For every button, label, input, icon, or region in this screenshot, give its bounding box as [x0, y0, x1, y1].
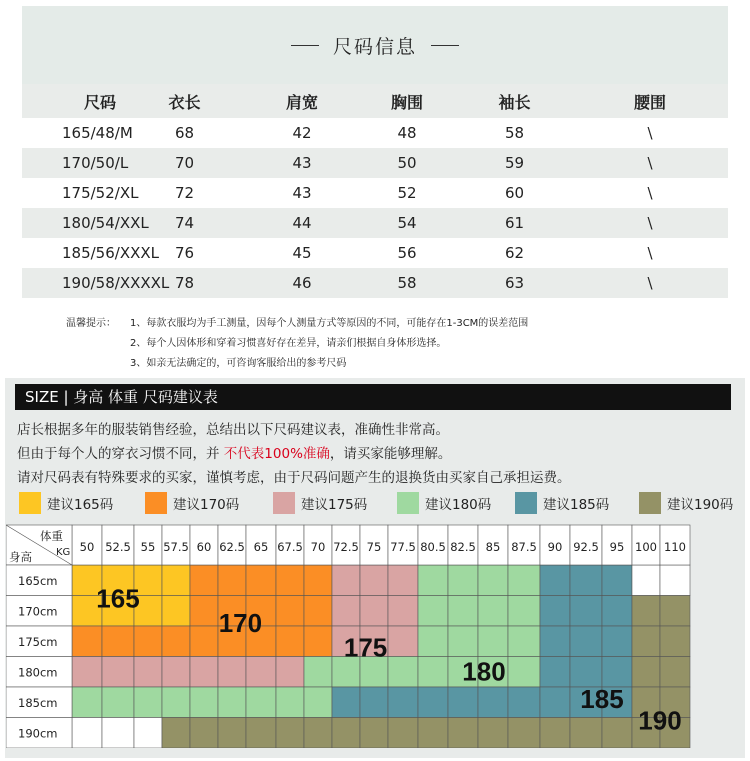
grid-cell: [570, 718, 602, 749]
size-info-header-row: [22, 84, 728, 118]
grid-cell: [602, 596, 632, 627]
grid-cell: [276, 687, 304, 718]
grid-cell: [388, 687, 418, 718]
grid-cell: [332, 596, 360, 627]
notes: [66, 314, 528, 374]
grid-cell: [102, 718, 134, 749]
legend-label-180: 建议180码: [425, 497, 492, 513]
grid-cell: [508, 657, 540, 688]
grid-cell: [632, 626, 660, 657]
cell-shoulder: 43: [292, 184, 312, 202]
grid-cell: [478, 718, 508, 749]
size-region-label: 175: [343, 632, 388, 663]
grid-cell: [162, 626, 190, 657]
grid-cell: [508, 718, 540, 749]
grid-cell: [448, 565, 478, 596]
grid-cell: [448, 718, 478, 749]
cell-waist: \: [647, 184, 653, 202]
grid-cell: [218, 687, 246, 718]
grid-cell: [508, 687, 540, 718]
cell-sleeve: 59: [504, 154, 525, 172]
grid-cell: [332, 718, 360, 749]
size-region-label: 165: [96, 583, 140, 614]
notes-prefix: 温馨提示：: [66, 318, 116, 329]
grid-cell: [570, 657, 602, 688]
grid-cell: [570, 596, 602, 627]
table-row: [22, 118, 728, 148]
note-line: 1、每款衣服均为手工测量，因每个人测量方式等原因的不同，可能存在1-3CM的误差范围: [130, 318, 529, 329]
cell-sleeve: 58: [504, 124, 525, 142]
grid-cell: [162, 687, 190, 718]
grid-cell: [602, 626, 632, 657]
grid-cell: [360, 596, 388, 627]
grid-cell: [190, 596, 218, 627]
grid-cell: [218, 657, 246, 688]
grid-cell: [540, 626, 570, 657]
grid-cell: [102, 626, 134, 657]
legend-label-170: 建议170码: [173, 497, 240, 513]
legend-item-165: [19, 492, 113, 514]
column-header-chest: 胸围: [390, 92, 423, 112]
cell-length: 72: [174, 184, 195, 202]
grid-cell: [660, 626, 690, 657]
grid-cell: [418, 687, 448, 718]
grid-cell: [602, 565, 632, 596]
table-row: [22, 268, 728, 298]
grid-cell: [304, 596, 332, 627]
grid-cell: [304, 626, 332, 657]
cell-chest: 48: [397, 124, 417, 142]
grid-cell: [72, 626, 102, 657]
weight-tick-label: 67.5: [277, 540, 303, 554]
grid-cell: [72, 687, 102, 718]
height-tick-label: 165cm: [18, 574, 58, 588]
grid-cell: [276, 626, 304, 657]
height-tick-label: 185cm: [18, 696, 58, 710]
title-divider-right: [431, 45, 459, 46]
grid-cell: [388, 626, 418, 657]
column-header-length: 衣长: [168, 92, 201, 112]
grid-cell: [162, 565, 190, 596]
cell-waist: \: [647, 274, 653, 292]
cell-size: 165/48/M: [62, 124, 133, 142]
size-region-label: 170: [218, 607, 263, 638]
weight-tick-label: 60: [196, 540, 212, 554]
recommendation-title-bar: SIZE | 身高 体重 尺码建议表: [15, 384, 731, 410]
corner-weight-label: 体重: [40, 529, 63, 543]
legend-item-175: [273, 492, 367, 514]
cell-chest: 50: [397, 154, 417, 172]
cell-chest: 52: [397, 184, 417, 202]
grid-cell: [570, 565, 602, 596]
table-row: [22, 238, 728, 268]
cell-sleeve: 62: [504, 244, 525, 262]
grid-cell: [246, 657, 276, 688]
cell-sleeve: 60: [504, 184, 525, 202]
grid-cell: [540, 718, 570, 749]
grid-cell: [246, 565, 276, 596]
grid-cell: [162, 596, 190, 627]
grid-cell: [602, 718, 632, 749]
cell-waist: \: [647, 124, 653, 142]
grid-cell: [418, 718, 448, 749]
weight-tick-label: 62.5: [219, 540, 245, 554]
grid-cell: [418, 626, 448, 657]
grid-cell: [388, 657, 418, 688]
recommendation-line-3: 请对尺码表有特殊要求的买家，谨慎考虑，由于尺码问题产生的退换货由买家自己承担运费。: [17, 470, 571, 486]
weight-tick-label: 90: [547, 540, 563, 554]
grid-cell: [632, 596, 660, 627]
column-header-waist: 腰围: [633, 92, 666, 112]
weight-tick-label: 55: [140, 540, 156, 554]
grid-cell: [72, 657, 102, 688]
legend-swatch-185: [515, 492, 537, 514]
recommendation-line-2-start: 但由于每个人的穿衣习惯不同，并: [17, 446, 224, 462]
grid-cell: [388, 718, 418, 749]
cell-length: 78: [174, 274, 195, 292]
recommendation-line-1: 店长根据多年的服装销售经验，总结出以下尺码建议表，准确性非常高。: [17, 422, 449, 438]
corner-height-label: 身高: [9, 550, 32, 564]
grid-cell: [134, 687, 162, 718]
grid-cell: [632, 657, 660, 688]
cell-length: 70: [174, 154, 195, 172]
corner-weight-unit: KG: [56, 547, 71, 558]
size-info-header: [22, 6, 728, 84]
grid-cell: [190, 687, 218, 718]
size-region-label: 180: [462, 656, 506, 687]
cell-waist: \: [647, 214, 653, 232]
grid-cell: [478, 565, 508, 596]
cell-size: 190/58/XXXXL: [62, 274, 170, 292]
grid-cell: [72, 718, 102, 749]
weight-tick-label: 50: [79, 540, 95, 554]
grid-cell: [478, 687, 508, 718]
grid-cell: [388, 565, 418, 596]
grid-cell: [134, 718, 162, 749]
weight-tick-label: 110: [664, 540, 686, 554]
grid-cell: [304, 718, 332, 749]
recommendation-line-2-end: ，请买家能够理解。: [329, 446, 452, 462]
cell-chest: 54: [397, 214, 417, 232]
size-info-body: [22, 118, 728, 298]
grid-cell: [304, 565, 332, 596]
grid-cell: [478, 626, 508, 657]
cell-chest: 58: [397, 274, 417, 292]
grid-cell: [540, 657, 570, 688]
grid-cell: [418, 596, 448, 627]
grid-cell: [360, 718, 388, 749]
cell-shoulder: 44: [292, 214, 312, 232]
grid-cell: [276, 657, 304, 688]
grid-cell: [190, 657, 218, 688]
grid-cell: [162, 718, 190, 749]
grid-cell: [276, 596, 304, 627]
legend-item-180: [397, 492, 491, 514]
grid-cell: [660, 596, 690, 627]
column-header-sleeve: 袖长: [498, 92, 531, 112]
weight-tick-label: 72.5: [333, 540, 359, 554]
cell-length: 76: [174, 244, 195, 262]
height-tick-label: 175cm: [18, 635, 58, 649]
grid-cell: [508, 596, 540, 627]
cell-shoulder: 45: [292, 244, 312, 262]
grid-cell: [190, 565, 218, 596]
weight-tick-label: 77.5: [390, 540, 416, 554]
weight-tick-label: 57.5: [163, 540, 189, 554]
grid-cell: [602, 657, 632, 688]
note-line: 2、每个人因体形和穿着习惯喜好存在差异，请亲们根据自身体形选择。: [130, 338, 447, 349]
table-row: [22, 208, 728, 238]
size-info-table: [22, 6, 728, 298]
grid-cell: [540, 596, 570, 627]
legend-swatch-190: [639, 492, 661, 514]
weight-tick-label: 92.5: [573, 540, 599, 554]
grid-cell: [478, 596, 508, 627]
grid-cell: [508, 565, 540, 596]
size-region-label: 190: [638, 705, 682, 736]
cell-size: 185/56/XXXL: [62, 244, 160, 262]
cell-length: 74: [174, 214, 195, 232]
height-tick-label: 170cm: [18, 604, 58, 619]
legend-label-185: 建议185码: [543, 497, 610, 513]
table-row: [22, 178, 728, 208]
grid-cell: [134, 657, 162, 688]
grid-cell: [218, 718, 246, 749]
title-divider-left: [291, 45, 319, 46]
grid-cell: [332, 565, 360, 596]
legend-swatch-175: [273, 492, 295, 514]
legend-swatch-170: [145, 492, 167, 514]
legend-item-170: [145, 492, 239, 514]
grid-cell: [360, 565, 388, 596]
grid-cell: [540, 687, 570, 718]
grid-cell: [190, 626, 218, 657]
height-weight-size-chart: [6, 523, 741, 748]
grid-cell: [276, 565, 304, 596]
grid-cell: [632, 565, 660, 596]
legend-item-190: [639, 492, 733, 514]
grid-cell: [448, 687, 478, 718]
column-header-shoulder: 肩宽: [285, 92, 318, 112]
grid-cell: [360, 687, 388, 718]
size-legend: [19, 492, 739, 516]
cell-shoulder: 43: [292, 154, 312, 172]
cell-size: 180/54/XXL: [62, 214, 149, 232]
cell-length: 68: [174, 124, 195, 142]
weight-tick-label: 100: [635, 540, 657, 554]
grid-cell: [418, 565, 448, 596]
cell-waist: \: [647, 244, 653, 262]
grid-cell: [162, 657, 190, 688]
grid-cell: [246, 687, 276, 718]
weight-tick-label: 75: [366, 540, 382, 554]
legend-label-190: 建议190码: [667, 497, 734, 513]
grid-cell: [190, 718, 218, 749]
grid-cell: [218, 565, 246, 596]
grid-cell: [102, 687, 134, 718]
note-line: 3、如亲无法确定的，可咨询客服给出的参考尺码: [130, 358, 347, 369]
size-region-label: 185: [580, 684, 624, 715]
weight-tick-label: 82.5: [450, 540, 476, 554]
grid-cell: [388, 596, 418, 627]
grid-cell: [660, 657, 690, 688]
grid-cell: [508, 626, 540, 657]
weight-tick-label: 65: [253, 540, 269, 554]
size-chart-grid: [6, 523, 741, 748]
grid-cell: [660, 565, 690, 596]
grid-cell: [448, 596, 478, 627]
legend-item-185: [515, 492, 609, 514]
weight-tick-label: 95: [609, 540, 625, 554]
weight-tick-label: 70: [310, 540, 326, 554]
cell-size: 170/50/L: [62, 154, 129, 172]
grid-cell: [304, 657, 332, 688]
grid-cell: [246, 718, 276, 749]
size-info-title: 尺码信息: [332, 35, 417, 58]
weight-tick-label: 87.5: [511, 540, 537, 554]
legend-label-165: 建议165码: [47, 497, 114, 513]
grid-cell: [332, 687, 360, 718]
weight-tick-label: 85: [485, 540, 501, 554]
cell-shoulder: 46: [292, 274, 312, 292]
grid-cell: [418, 657, 448, 688]
accuracy-warning: 不代表100%准确: [223, 446, 330, 462]
grid-cell: [448, 626, 478, 657]
weight-tick-label: 52.5: [105, 540, 131, 554]
cell-shoulder: 42: [292, 124, 312, 142]
grid-cell: [540, 565, 570, 596]
grid-cell: [570, 626, 602, 657]
grid-cell: [134, 626, 162, 657]
cell-sleeve: 63: [504, 274, 525, 292]
cell-chest: 56: [397, 244, 417, 262]
grid-cell: [102, 657, 134, 688]
recommendation-line-2: [17, 442, 451, 462]
cell-size: 175/52/XL: [62, 184, 139, 202]
height-tick-label: 190cm: [18, 726, 58, 741]
grid-cell: [276, 718, 304, 749]
cell-sleeve: 61: [504, 214, 525, 232]
cell-waist: \: [647, 154, 653, 172]
column-header-size: 尺码: [84, 92, 117, 112]
grid-cell: [304, 687, 332, 718]
table-row: [22, 148, 728, 178]
legend-swatch-165: [19, 492, 41, 514]
weight-tick-label: 80.5: [420, 540, 446, 554]
legend-label-175: 建议175码: [301, 497, 368, 513]
height-tick-label: 180cm: [18, 665, 58, 680]
legend-swatch-180: [397, 492, 419, 514]
